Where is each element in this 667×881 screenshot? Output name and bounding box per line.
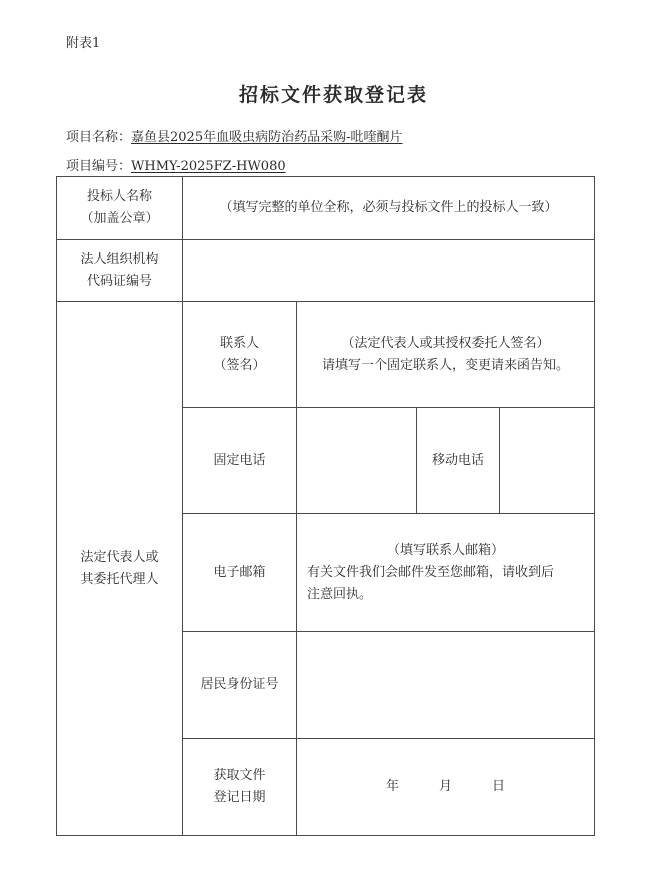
org-code-label: 法人组织机构 代码证编号: [57, 240, 183, 302]
email-note-1: （填写联系人邮箱）: [387, 542, 505, 558]
email-note-2: 有关文件我们会邮件发至您邮箱，请收到后: [307, 564, 555, 580]
contact-field[interactable]: [297, 302, 595, 408]
bidder-name-note: （填写完整的单位全称，必须与投标文件上的投标人一致）: [219, 200, 558, 215]
org-code-row: [57, 240, 595, 302]
email-note-3: 注意回执。: [307, 586, 373, 602]
date-label: 获取文件 登记日期: [183, 739, 297, 836]
contact-row: [57, 302, 595, 408]
project-name-line: [66, 126, 403, 145]
date-field[interactable]: [297, 739, 595, 836]
date-year: 年: [385, 779, 399, 794]
project-code-value: WHMY-2025FZ-HW080: [131, 159, 286, 174]
contact-label: 联系人 （签名）: [183, 302, 297, 408]
contact-note-2: 请填写一个固定联系人，变更请来函告知。: [322, 357, 570, 373]
landline-field[interactable]: [297, 408, 417, 514]
appendix-label: 附表1: [66, 36, 101, 51]
date-day: 日: [492, 779, 506, 794]
date-month: 月: [439, 779, 453, 794]
id-number-field[interactable]: [297, 632, 595, 739]
project-name-value: 嘉鱼县2025年血吸虫病防治药品采购-吡喹酮片: [131, 130, 403, 145]
org-code-field[interactable]: [183, 240, 595, 302]
email-label: 电子邮箱: [183, 514, 297, 632]
page-title: 招标文件获取登记表: [238, 84, 428, 106]
bidder-name-field[interactable]: [183, 177, 595, 240]
mobile-label: 移动电话: [417, 408, 500, 514]
landline-label: 固定电话: [183, 408, 297, 514]
bidder-name-label: 投标人名称 （加盖公章）: [57, 177, 183, 240]
bidder-name-row: [57, 177, 595, 240]
email-field[interactable]: [297, 514, 595, 632]
project-code-label: 项目编号：: [66, 159, 132, 174]
contact-note-1: （法定代表人或其授权委托人签名）: [341, 335, 550, 351]
project-name-label: 项目名称：: [66, 130, 132, 145]
mobile-field[interactable]: [500, 408, 595, 514]
registration-form-table: [56, 176, 595, 836]
project-code-line: [66, 155, 286, 174]
id-number-label: 居民身份证号: [183, 632, 297, 739]
representative-label: 法定代表人或 其委托代理人: [57, 302, 183, 836]
